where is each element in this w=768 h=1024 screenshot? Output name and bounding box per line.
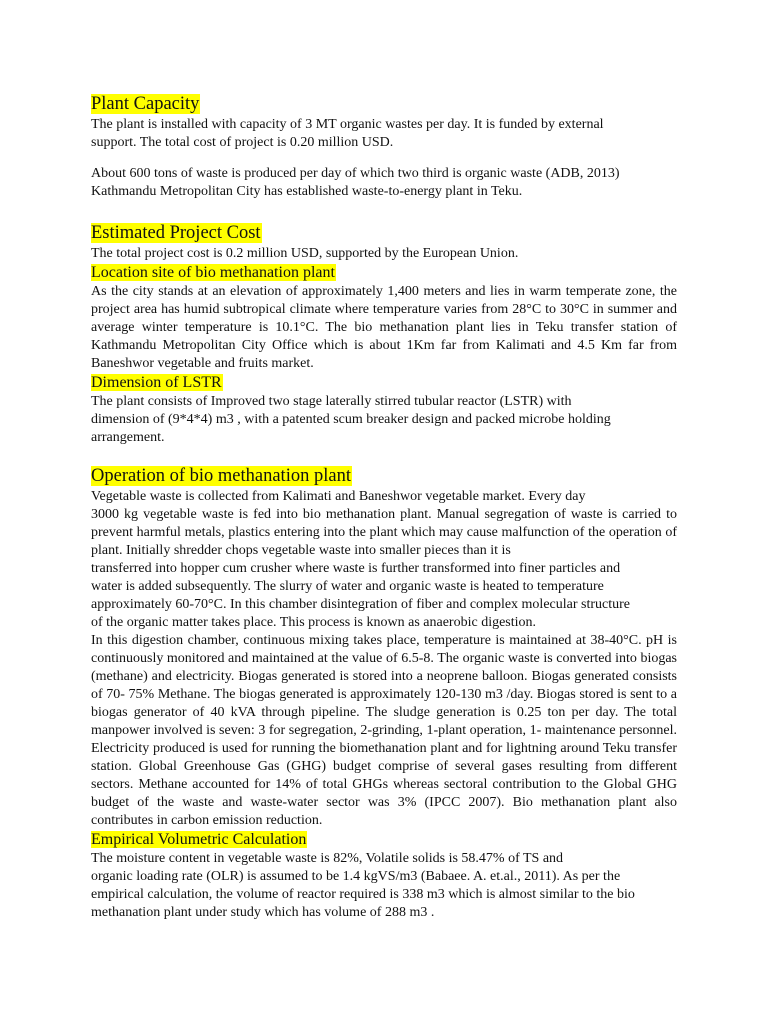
paragraph-line: organic loading rate (OLR) is assumed to be 1.4 kgVS/m3 (Babaee. A. et.al., 2011). As per the [91,869,621,884]
heading-estimated-project-cost [91,221,677,245]
paragraph-line: arrangement. [91,430,165,445]
paragraph-line: empirical calculation, the volume of reactor required is 338 m3 which is almost similar to the bio [91,887,635,902]
heading-operation [91,464,677,488]
heading-plant-capacity [91,92,677,116]
paragraph-line: support. The total cost of project is 0.20 million USD. [91,135,394,150]
paragraph-line: The moisture content in vegetable waste is 82%, Volatile solids is 58.47% of TS and [91,851,564,866]
paragraph-line: About 600 tons of waste is produced per day of which two third is organic waste (ADB, 2013) [91,166,620,181]
heading-text: Empirical Volumetric Calculation [91,831,307,848]
heading-empirical-calculation [91,830,677,850]
paragraph-line: approximately 60-70°C. In this chamber disintegration of fiber and complex molecular structure [91,597,630,612]
heading-text: Estimated Project Cost [91,223,261,243]
paragraph-operation-b: In this digestion chamber, continuous mixing takes place, temperature is maintained at 38-40°C. pH is continuously monitored and maintained at the value of 6.5-8. The organic waste is converted into biogas (methane) and electricity. Biogas generated is stored into a neoprene balloon. Biogas generated consists of 70- 75% Methane. The biogas generated is approximately 120-130 m3 /day. Biogas stored is sent to a biogas generator of 40 kVA through pipeline. The sludge generation is 0.25 ton per day. The total manpower involved is seven: 3 for segregation, 2-grinding, 1-plant operation, 1- maintenance personnel. Electricity produced is used for running the biomethanation plant and for lightning around Teku transfer station. Global Greenhouse Gas (GHG) budget comprise of several gases resulting from different sectors. Methane accounted for 14% of total GHGs whereas sectoral contribution to the Global GHG budget of the waste and waste-water sector was 3% (IPCC 2007). Bio methanation plant also contributes in carbon emission reduction. [91,633,677,828]
paragraph-line: The plant is installed with capacity of 3 MT organic wastes per day. It is funded by external [91,117,604,132]
paragraph-line: Vegetable waste is collected from Kalimati and Baneshwor vegetable market. Every day [91,489,586,504]
heading-text: Location site of bio methanation plant [91,264,335,281]
paragraph-line: dimension of (9*4*4) m3 , with a patented scum breaker design and packed microbe holding [91,412,611,427]
paragraph-line: Kathmandu Metropolitan City has established waste-to-energy plant in Teku. [91,184,523,199]
paragraph-line: transferred into hopper cum crusher where waste is further transformed into finer particles and [91,561,621,576]
paragraph-line: methanation plant under study which has volume of 288 m3 . [91,905,435,920]
document-page [91,92,677,922]
heading-text: Plant Capacity [91,94,200,114]
paragraph-line: water is added subsequently. The slurry of water and organic waste is heated to temperature [91,579,604,594]
heading-location-site [91,263,677,283]
paragraph-line: The total project cost is 0.2 million USD, supported by the European Union. [91,246,519,261]
paragraph-line: The plant consists of Improved two stage laterally stirred tubular reactor (LSTR) with [91,394,572,409]
paragraph-location: As the city stands at an elevation of approximately 1,400 meters and lies in warm temperate zone, the project area has humid subtropical climate where temperature varies from 28°C to 30°C in summer and average winter temperature is 10.1°C. The bio methanation plant lies in Teku transfer station of Kathmandu Metropolitan City Office which is about 1Km far from Kalimati and 4.5 Km far from Baneshwor vegetable and fruits market. [91,284,677,371]
heading-text: Operation of bio methanation plant [91,466,351,486]
paragraph-line: of the organic matter takes place. This process is known as anaerobic digestion. [91,615,537,630]
heading-text: Dimension of LSTR [91,374,222,391]
paragraph-operation-a: 3000 kg vegetable waste is fed into bio methanation plant. Manual segregation of waste is carried to prevent harmful metals, plastics entering into the plant which may cause malfunction of the operation of plant. Initially shredder chops vegetable waste into smaller pieces than it is [91,507,677,558]
heading-dimension-lstr [91,373,677,393]
